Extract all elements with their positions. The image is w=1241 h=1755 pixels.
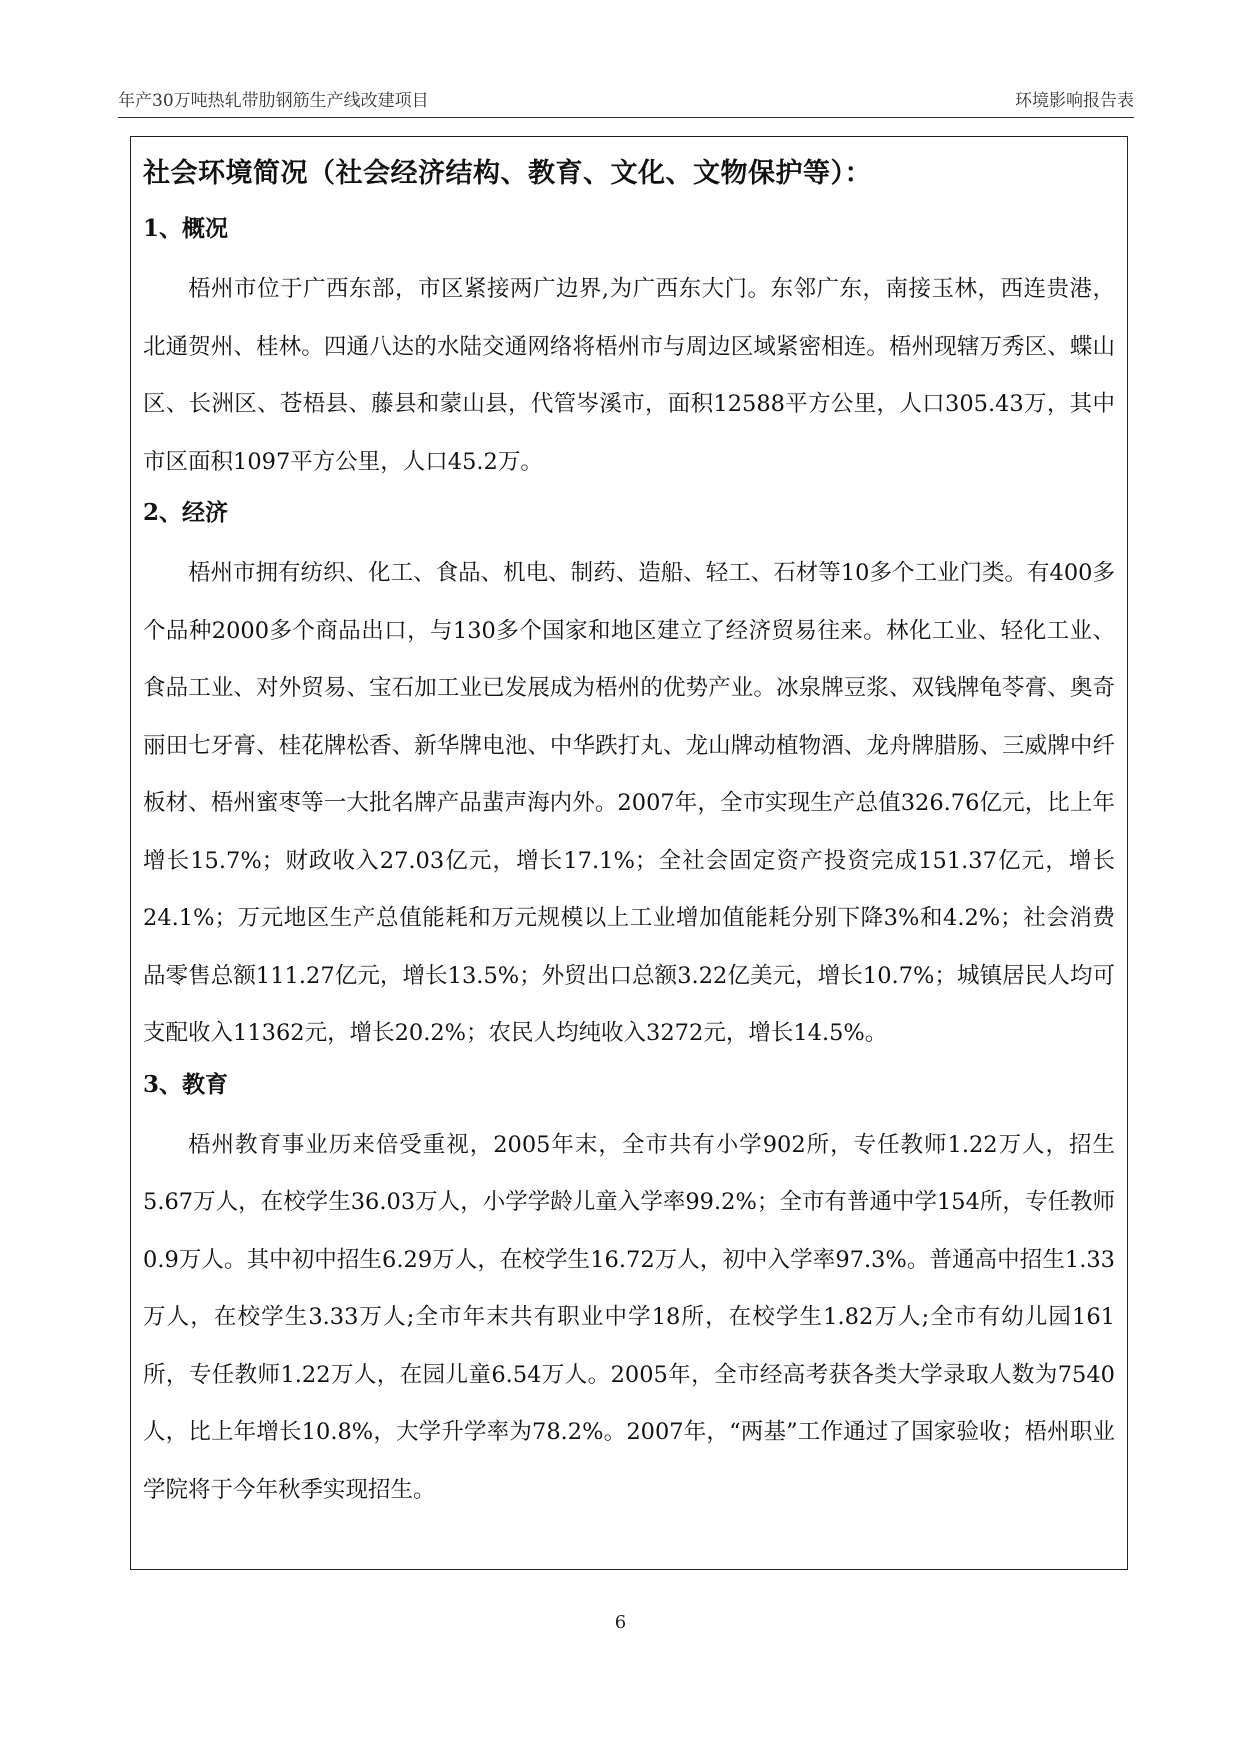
section-paragraph: 梧州教育事业历来倍受重视，2005年末，全市共有小学902所，专任教师1.22万人，招生5.67万人，在校学生36.03万人，小学学龄儿童入学率99.2%；全市有普通中学154所，专任教师0.9万人。其中初中招生6.29万人，在校学生16.72万人，初中入学率97.3%。普通高中招生1.33万人，在校学生3.33万人;全市年末共有职业中学18所，在校学生1.82万人;全市有幼儿园161所，专任教师1.22万人，在园儿童6.54万人。2005年，全市经高考获各类大学录取人数为7540人，比上年增长10.8%，大学升学率为78.2%。2007年，“两基”工作通过了国家验收；梧州职业学院将于今年秋季实现招生。 <box>143 1131 1115 1503</box>
section-paragraph: 梧州市拥有纺织、化工、食品、机电、制药、造船、轻工、石材等10多个工业门类。有400多个品种2000多个商品出口，与130多个国家和地区建立了经济贸易往来。林化工业、轻化工业、食品工业、对外贸易、宝石加工业已发展成为梧州的优势产业。冰泉牌豆浆、双钱牌龟苓膏、奥奇丽田七牙膏、桂花牌松香、新华牌电池、中华跌打丸、龙山牌动植物酒、龙舟牌腊肠、三威牌中纤板材、梧州蜜枣等一大批名牌产品蜚声海内外。2007年，全市实现生产总值326.76亿元，比上年增长15.7%；财政收入27.03亿元，增长17.1%；全社会固定资产投资完成151.37亿元，增长24.1%；万元地区生产总值能耗和万元规模以上工业增加值能耗分别下降3%和4.2%；社会消费品零售总额111.27亿元，增长13.5%；外贸出口总额3.22亿美元，增长10.7%；城镇居民人均可支配收入11362元，增长20.2%；农民人均纯收入3272元，增长14.5%。 <box>143 560 1115 1046</box>
box-title: 社会环境简况（社会经济结构、教育、文化、文物保护等）： <box>143 158 872 189</box>
section-heading: 1、概况 <box>143 215 229 242</box>
content-box <box>130 136 1128 1570</box>
section-heading: 3、教育 <box>143 1070 229 1098</box>
section-education <box>143 1067 1115 1520</box>
project-title: 年产30万吨热轧带肋钢筋生产线改建项目 <box>118 91 429 111</box>
section-heading: 2、经济 <box>143 499 229 526</box>
section-paragraph: 梧州市位于广西东部，市区紧接两广边界,为广西东大门。东邻广东，南接玉林，西连贵港，北通贺州、桂林。四通八达的水陆交通网络将梧州市与周边区域紧密相连。梧州现辖万秀区、蝶山区、长洲区、苍梧县、藤县和蒙山县，代管岑溪市，面积12588平方公里，人口305.43万，其中市区面积1097平方公里，人口45.2万。 <box>143 276 1115 475</box>
running-header <box>118 86 1134 118</box>
report-type: 环境影响报告表 <box>1015 91 1134 111</box>
section-economy <box>143 495 1115 1063</box>
section-overview <box>143 211 1115 491</box>
page-number: 6 <box>614 1612 627 1633</box>
